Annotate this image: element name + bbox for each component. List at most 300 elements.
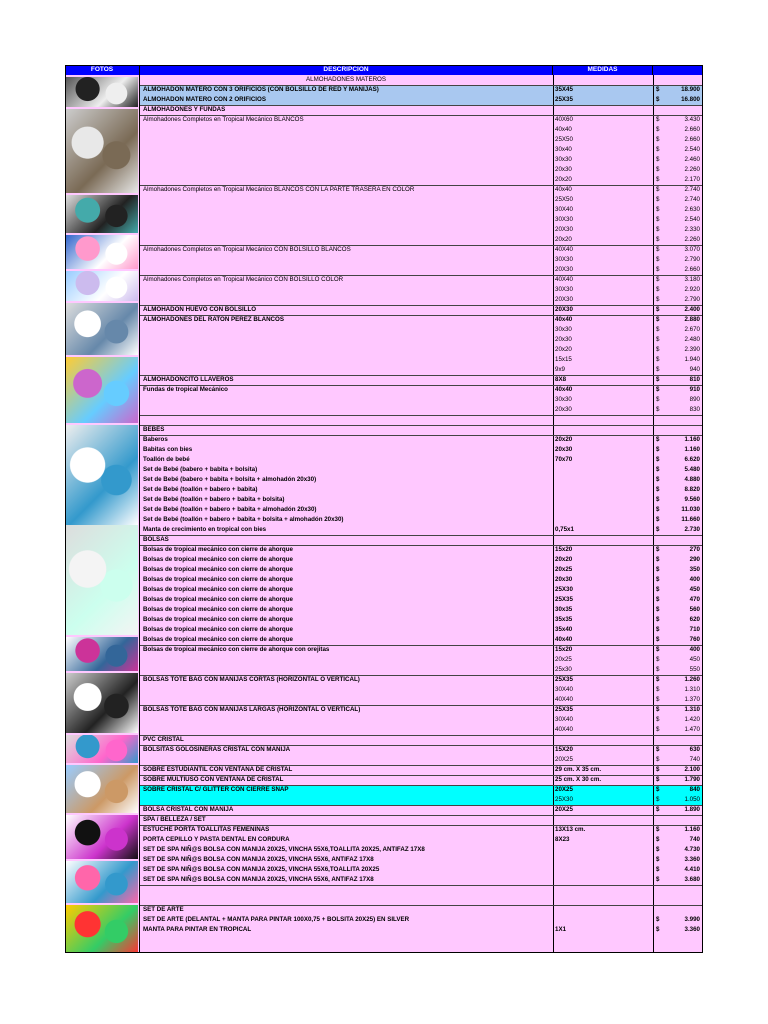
photo-almohadon-bolsillo-color bbox=[66, 271, 138, 301]
row-description: ALMOHADON MATERO CON 3 ORIFICIOS (CON BOLSILLO DE RED Y MANIJAS) bbox=[143, 86, 379, 93]
row-currency: $ bbox=[656, 506, 660, 513]
row-currency: $ bbox=[656, 676, 660, 683]
table-row bbox=[140, 635, 703, 645]
row-price: 710 bbox=[689, 626, 700, 633]
photo-spa-set bbox=[66, 861, 138, 903]
table-row bbox=[140, 685, 703, 695]
photo-spa bbox=[66, 815, 138, 859]
row-currency: $ bbox=[656, 486, 660, 493]
row-separator bbox=[140, 705, 703, 706]
row-medidas: 40X60 bbox=[555, 116, 573, 123]
row-medidas: 20X25 bbox=[555, 786, 573, 793]
row-medidas: 25X35 bbox=[555, 676, 573, 683]
row-description: Bolsas de tropical mecánico con cierre de ahorque bbox=[143, 606, 293, 613]
row-description: SOBRE ESTUDIANTIL CON VENTANA DE CRISTAL bbox=[143, 766, 293, 773]
table-row bbox=[140, 425, 703, 435]
photo-set-arte bbox=[66, 905, 138, 953]
table-row bbox=[140, 135, 703, 145]
table-row bbox=[140, 885, 703, 895]
row-medidas: 25X35 bbox=[555, 706, 573, 713]
row-medidas: 13X13 cm. bbox=[555, 826, 586, 833]
photo-almohadon-matero bbox=[66, 77, 138, 107]
row-currency: $ bbox=[656, 246, 660, 253]
row-currency: $ bbox=[656, 356, 660, 363]
row-currency: $ bbox=[656, 596, 660, 603]
row-description: SOBRE MULTIUSO CON VENTANA DE CRISTAL bbox=[143, 776, 284, 783]
row-price: 2.660 bbox=[684, 126, 700, 133]
row-price: 3.070 bbox=[684, 246, 700, 253]
row-description: Almohadones Completos en Tropical Mecánico BLANCOS bbox=[143, 116, 304, 123]
row-medidas: 25X50 bbox=[555, 136, 573, 143]
row-price: 2.460 bbox=[684, 156, 700, 163]
table-row bbox=[140, 625, 703, 635]
row-separator bbox=[140, 735, 703, 736]
row-medidas: 30x35 bbox=[555, 606, 573, 613]
row-price: 2.540 bbox=[684, 216, 700, 223]
table-row bbox=[140, 655, 703, 665]
row-medidas: 8X8 bbox=[555, 376, 567, 383]
row-price: 2.330 bbox=[684, 226, 700, 233]
table-row bbox=[140, 525, 703, 535]
row-medidas: 30X30 bbox=[555, 216, 573, 223]
row-price: 1.160 bbox=[684, 446, 700, 453]
row-currency: $ bbox=[656, 756, 660, 763]
row-medidas: 40X40 bbox=[555, 726, 573, 733]
row-currency: $ bbox=[656, 546, 660, 553]
row-separator bbox=[140, 785, 703, 786]
row-currency: $ bbox=[656, 176, 660, 183]
row-currency: $ bbox=[656, 706, 660, 713]
row-currency: $ bbox=[656, 236, 660, 243]
row-description: SPA / BELLEZA / SET bbox=[143, 816, 206, 823]
row-price: 1.160 bbox=[684, 436, 700, 443]
table-row bbox=[140, 665, 703, 675]
row-currency: $ bbox=[656, 456, 660, 463]
table-row bbox=[140, 85, 703, 95]
row-description: Fundas de tropical Mecánico bbox=[143, 386, 228, 393]
table-row bbox=[140, 715, 703, 725]
table-row bbox=[140, 435, 703, 445]
row-medidas: 25X30 bbox=[555, 586, 573, 593]
row-currency: $ bbox=[656, 716, 660, 723]
row-medidas: 8X23 bbox=[555, 836, 570, 843]
row-separator bbox=[140, 805, 703, 806]
row-price: 3.360 bbox=[684, 856, 700, 863]
row-medidas: 40X40 bbox=[555, 696, 573, 703]
table-row bbox=[140, 585, 703, 595]
row-medidas: 30X30 bbox=[555, 256, 573, 263]
table-body bbox=[65, 75, 703, 953]
table-row bbox=[140, 405, 703, 415]
row-description: BOLSITAS GOLOSINERAS CRISTAL CON MANIJA bbox=[143, 746, 291, 753]
header-descripcion: DESCRIPCION bbox=[140, 65, 553, 75]
row-price: 1.160 bbox=[684, 826, 700, 833]
row-medidas: 40x40 bbox=[555, 316, 573, 323]
row-description: Babitas con bies bbox=[143, 446, 193, 453]
row-price: 270 bbox=[689, 546, 700, 553]
row-price: 620 bbox=[689, 616, 700, 623]
row-price: 910 bbox=[689, 386, 700, 393]
row-medidas: 20x20 bbox=[555, 556, 573, 563]
header-fotos: FOTOS bbox=[65, 65, 140, 75]
row-currency: $ bbox=[656, 496, 660, 503]
row-medidas: 20x30 bbox=[555, 406, 572, 413]
table-row bbox=[140, 285, 703, 295]
row-price: 2.630 bbox=[684, 206, 700, 213]
photo-bolsas-orejitas bbox=[66, 637, 138, 671]
row-price: 2.790 bbox=[684, 296, 700, 303]
row-medidas: 20X30 bbox=[555, 306, 573, 313]
row-currency: $ bbox=[656, 826, 660, 833]
row-description: PVC CRISTAL bbox=[143, 736, 184, 743]
table-row bbox=[140, 695, 703, 705]
table-row bbox=[140, 595, 703, 605]
row-medidas: 30x30 bbox=[555, 156, 572, 163]
row-price: 2.670 bbox=[684, 326, 700, 333]
row-currency: $ bbox=[656, 406, 660, 413]
row-description: ESTUCHE PORTA TOALLITAS FEMENINAS bbox=[143, 826, 270, 833]
row-price: 760 bbox=[689, 636, 700, 643]
row-currency: $ bbox=[656, 726, 660, 733]
row-separator bbox=[140, 185, 703, 186]
row-price: 290 bbox=[689, 556, 700, 563]
table-row bbox=[140, 105, 703, 115]
row-price: 2.730 bbox=[684, 526, 700, 533]
row-currency: $ bbox=[656, 916, 660, 923]
table-row bbox=[140, 895, 703, 905]
row-separator bbox=[140, 105, 703, 106]
row-separator bbox=[140, 305, 703, 306]
table-row bbox=[140, 185, 703, 195]
table-row bbox=[140, 535, 703, 545]
row-medidas: 25X35 bbox=[555, 596, 573, 603]
row-medidas: 20x20 bbox=[555, 176, 572, 183]
table-row bbox=[140, 915, 703, 925]
row-currency: $ bbox=[656, 686, 660, 693]
row-medidas: 40X40 bbox=[555, 246, 573, 253]
row-price: 11.030 bbox=[681, 506, 700, 513]
row-description: SET DE SPA NIÑ@S BOLSA CON MANIJA 20X25, VINCHA 55X6, ANTIFAZ 17X8 bbox=[143, 876, 374, 883]
row-price: 3.430 bbox=[684, 116, 700, 123]
row-price: 1.310 bbox=[684, 686, 700, 693]
row-separator bbox=[140, 765, 703, 766]
row-description: Almohadones Completos en Tropical Mecánico CON BOLSILLO BLANCOS bbox=[143, 246, 351, 253]
row-currency: $ bbox=[656, 206, 660, 213]
row-currency: $ bbox=[656, 646, 660, 653]
row-price: 9.560 bbox=[684, 496, 700, 503]
row-description: Bolsas de tropical mecánico con cierre de ahorque bbox=[143, 586, 293, 593]
row-price: 740 bbox=[689, 756, 700, 763]
photos-column bbox=[65, 75, 140, 953]
row-description: SET DE ARTE bbox=[143, 906, 184, 913]
table-row bbox=[140, 765, 703, 775]
row-medidas: 29 cm. X 35 cm. bbox=[555, 766, 602, 773]
table-row bbox=[140, 735, 703, 745]
photo-tote-bags bbox=[66, 673, 138, 733]
row-medidas: 25X35 bbox=[555, 96, 573, 103]
table-row bbox=[140, 805, 703, 815]
photo-almohadones-color bbox=[66, 195, 138, 233]
row-medidas: 30X40 bbox=[555, 716, 573, 723]
row-medidas: 20x20 bbox=[555, 346, 572, 353]
table-row bbox=[140, 175, 703, 185]
row-currency: $ bbox=[656, 766, 660, 773]
row-currency: $ bbox=[656, 396, 660, 403]
table-row bbox=[140, 345, 703, 355]
row-medidas: 70x70 bbox=[555, 456, 573, 463]
row-description: BOLSAS TOTE BAG CON MANIJAS LARGAS (HORIZONTAL O VERTICAL) bbox=[143, 706, 361, 713]
row-separator bbox=[140, 115, 703, 116]
table-row bbox=[140, 335, 703, 345]
divider-medidas bbox=[553, 75, 554, 953]
row-medidas: 40x40 bbox=[555, 126, 572, 133]
row-currency: $ bbox=[656, 466, 660, 473]
row-description: Set de Bebé (babero + babita + bolsita) bbox=[143, 466, 258, 473]
row-currency: $ bbox=[656, 216, 660, 223]
row-price: 2.170 bbox=[684, 176, 700, 183]
row-medidas: 35X45 bbox=[555, 86, 573, 93]
row-medidas: 20X25 bbox=[555, 806, 573, 813]
table-row bbox=[140, 905, 703, 915]
row-medidas: 30X40 bbox=[555, 686, 573, 693]
table-row bbox=[140, 145, 703, 155]
row-price: 400 bbox=[689, 576, 700, 583]
table-row bbox=[140, 455, 703, 465]
row-price: 3.990 bbox=[684, 916, 700, 923]
row-price: 400 bbox=[689, 646, 700, 653]
row-description: ALMOHADON MATERO CON 2 ORIFICIOS bbox=[143, 96, 266, 103]
row-currency: $ bbox=[656, 116, 660, 123]
rows-area bbox=[140, 75, 703, 953]
table-row bbox=[140, 705, 703, 715]
row-medidas: 20X30 bbox=[555, 226, 573, 233]
row-separator bbox=[140, 85, 703, 86]
row-medidas: 20X25 bbox=[555, 756, 573, 763]
table-row bbox=[140, 845, 703, 855]
price-sheet bbox=[65, 65, 703, 953]
table-row bbox=[140, 325, 703, 335]
row-medidas: 20X30 bbox=[555, 266, 573, 273]
row-description: SET DE SPA NIÑ@S BOLSA CON MANIJA 20X25, VINCHA 55X6,TOALLITA 20X25 bbox=[143, 866, 380, 873]
row-price: 1.470 bbox=[684, 726, 700, 733]
row-currency: $ bbox=[656, 626, 660, 633]
row-price: 2.740 bbox=[684, 186, 700, 193]
table-row bbox=[140, 615, 703, 625]
table-row bbox=[140, 465, 703, 475]
table-row bbox=[140, 195, 703, 205]
row-medidas: 25x30 bbox=[555, 666, 572, 673]
row-currency: $ bbox=[656, 276, 660, 283]
row-medidas: 20x25 bbox=[555, 656, 572, 663]
row-description: SET DE ARTE (DELANTAL + MANTA PARA PINTAR 100X0,75 + BOLSITA 20X25) EN SILVER bbox=[143, 916, 410, 923]
row-currency: $ bbox=[656, 866, 660, 873]
row-currency: $ bbox=[656, 776, 660, 783]
row-price: 1.260 bbox=[684, 676, 700, 683]
row-currency: $ bbox=[656, 166, 660, 173]
row-separator bbox=[140, 415, 703, 416]
table-row bbox=[140, 815, 703, 825]
table-row bbox=[140, 305, 703, 315]
table-row bbox=[140, 605, 703, 615]
row-price: 8.820 bbox=[684, 486, 700, 493]
row-currency: $ bbox=[656, 696, 660, 703]
row-price: 2.100 bbox=[684, 766, 700, 773]
row-currency: $ bbox=[656, 446, 660, 453]
table-row bbox=[140, 875, 703, 885]
table-row bbox=[140, 265, 703, 275]
table-row bbox=[140, 445, 703, 455]
row-medidas: 35x40 bbox=[555, 626, 573, 633]
row-description: Bolsas de tropical mecánico con cierre de ahorque bbox=[143, 566, 293, 573]
row-medidas: 20x30 bbox=[555, 166, 572, 173]
table-row bbox=[140, 415, 703, 425]
row-price: 940 bbox=[689, 366, 700, 373]
row-currency: $ bbox=[656, 146, 660, 153]
row-description: Baberos bbox=[143, 436, 168, 443]
row-description: Set de Bebé (toallón + babero + babita + bolsita + almohadón 20x30) bbox=[143, 516, 344, 523]
photo-bebes bbox=[66, 425, 138, 525]
row-price: 1.050 bbox=[684, 796, 700, 803]
table-row bbox=[140, 255, 703, 265]
row-currency: $ bbox=[656, 126, 660, 133]
row-price: 450 bbox=[689, 586, 700, 593]
table-row bbox=[140, 775, 703, 785]
row-currency: $ bbox=[656, 606, 660, 613]
row-separator bbox=[140, 815, 703, 816]
table-row bbox=[140, 545, 703, 555]
header-medidas: MEDIDAS bbox=[553, 65, 653, 75]
row-description: PORTA CEPILLO Y PASTA DENTAL EN CORDURA bbox=[143, 836, 290, 843]
table-row bbox=[140, 575, 703, 585]
row-price: 4.880 bbox=[684, 476, 700, 483]
row-currency: $ bbox=[656, 586, 660, 593]
row-currency: $ bbox=[656, 346, 660, 353]
row-description: Bolsas de tropical mecánico con cierre de ahorque con orejitas bbox=[143, 646, 330, 653]
row-separator bbox=[140, 645, 703, 646]
row-currency: $ bbox=[656, 86, 660, 93]
row-price: 890 bbox=[689, 396, 700, 403]
row-currency: $ bbox=[656, 256, 660, 263]
row-currency: $ bbox=[656, 326, 660, 333]
photo-llaveros bbox=[66, 357, 138, 423]
row-description: Set de Bebé (toallón + babero + babita) bbox=[143, 486, 258, 493]
table-row bbox=[140, 75, 703, 85]
row-price: 560 bbox=[689, 606, 700, 613]
row-price: 2.660 bbox=[684, 266, 700, 273]
row-medidas: 15x20 bbox=[555, 546, 573, 553]
table-row bbox=[140, 125, 703, 135]
row-currency: $ bbox=[656, 926, 660, 933]
row-medidas: 15X20 bbox=[555, 746, 573, 753]
table-row bbox=[140, 505, 703, 515]
row-price: 1.370 bbox=[684, 696, 700, 703]
row-price: 550 bbox=[689, 666, 700, 673]
row-currency: $ bbox=[656, 516, 660, 523]
row-price: 2.920 bbox=[684, 286, 700, 293]
row-description: BEBÉS bbox=[143, 426, 165, 433]
row-price: 1.790 bbox=[684, 776, 700, 783]
table-header bbox=[65, 65, 703, 75]
row-currency: $ bbox=[656, 336, 660, 343]
row-currency: $ bbox=[656, 576, 660, 583]
row-description: Bolsas de tropical mecánico con cierre de ahorque bbox=[143, 576, 293, 583]
row-price: 1.890 bbox=[684, 806, 700, 813]
row-description: Bolsas de tropical mecánico con cierre de ahorque bbox=[143, 616, 293, 623]
row-description: ALMOHADONES DEL RATON PEREZ BLANCOS bbox=[143, 316, 284, 323]
row-currency: $ bbox=[656, 846, 660, 853]
table-row bbox=[140, 725, 703, 735]
row-medidas: 30X30 bbox=[555, 286, 573, 293]
row-currency: $ bbox=[656, 526, 660, 533]
row-separator bbox=[140, 245, 703, 246]
row-medidas: 40x40 bbox=[555, 186, 572, 193]
row-price: 3.680 bbox=[684, 876, 700, 883]
row-price: 2.740 bbox=[684, 196, 700, 203]
row-medidas: 20x30 bbox=[555, 336, 572, 343]
row-currency: $ bbox=[656, 316, 660, 323]
table-row bbox=[140, 865, 703, 875]
row-separator bbox=[140, 825, 703, 826]
table-row bbox=[140, 675, 703, 685]
row-price: 810 bbox=[689, 376, 700, 383]
table-row bbox=[140, 295, 703, 305]
table-row bbox=[140, 155, 703, 165]
photo-raton-perez bbox=[66, 303, 138, 355]
row-currency: $ bbox=[656, 666, 660, 673]
header-precio bbox=[653, 65, 703, 75]
row-medidas: 15x15 bbox=[555, 356, 572, 363]
row-description: Set de Bebé (babero + babita + bolsita + almohadón 20x30) bbox=[143, 476, 317, 483]
row-currency: $ bbox=[656, 266, 660, 273]
row-medidas: 20X30 bbox=[555, 296, 573, 303]
row-description: Almohadones Completos en Tropical Mecánico CON BOLSILLO COLOR bbox=[143, 276, 344, 283]
table-row bbox=[140, 355, 703, 365]
row-description: Bolsas de tropical mecánico con cierre de ahorque bbox=[143, 546, 293, 553]
row-medidas: 20x25 bbox=[555, 566, 573, 573]
row-separator bbox=[140, 545, 703, 546]
row-price: 3.180 bbox=[684, 276, 700, 283]
row-separator bbox=[140, 385, 703, 386]
row-price: 840 bbox=[689, 786, 700, 793]
row-description: ALMOHADONCITO LLAVEROS bbox=[143, 376, 234, 383]
row-price: 470 bbox=[689, 596, 700, 603]
row-medidas: 20x30 bbox=[555, 446, 573, 453]
row-medidas: 25 cm. X 30 cm. bbox=[555, 776, 602, 783]
table-row bbox=[140, 395, 703, 405]
row-currency: $ bbox=[656, 296, 660, 303]
row-currency: $ bbox=[656, 156, 660, 163]
row-currency: $ bbox=[656, 786, 660, 793]
row-price: 3.360 bbox=[684, 926, 700, 933]
table-row bbox=[140, 95, 703, 105]
row-separator bbox=[140, 275, 703, 276]
row-medidas: 25X50 bbox=[555, 196, 573, 203]
row-description: MANTA PARA PINTAR EN TROPICAL bbox=[143, 926, 252, 933]
photo-pvc-cristal bbox=[66, 735, 138, 763]
row-currency: $ bbox=[656, 636, 660, 643]
row-description: SET DE SPA NIÑ@S BOLSA CON MANIJA 20X25, VINCHA 55X6, ANTIFAZ 17X8 bbox=[143, 856, 374, 863]
row-currency: $ bbox=[656, 386, 660, 393]
table-row bbox=[140, 565, 703, 575]
table-row bbox=[140, 245, 703, 255]
row-currency: $ bbox=[656, 856, 660, 863]
row-description: ALMOHADÓN HUEVO CON BOLSILLO bbox=[143, 306, 257, 313]
table-row bbox=[140, 795, 703, 805]
table-row bbox=[140, 315, 703, 325]
row-separator bbox=[140, 775, 703, 776]
row-currency: $ bbox=[656, 616, 660, 623]
row-price: 830 bbox=[689, 406, 700, 413]
